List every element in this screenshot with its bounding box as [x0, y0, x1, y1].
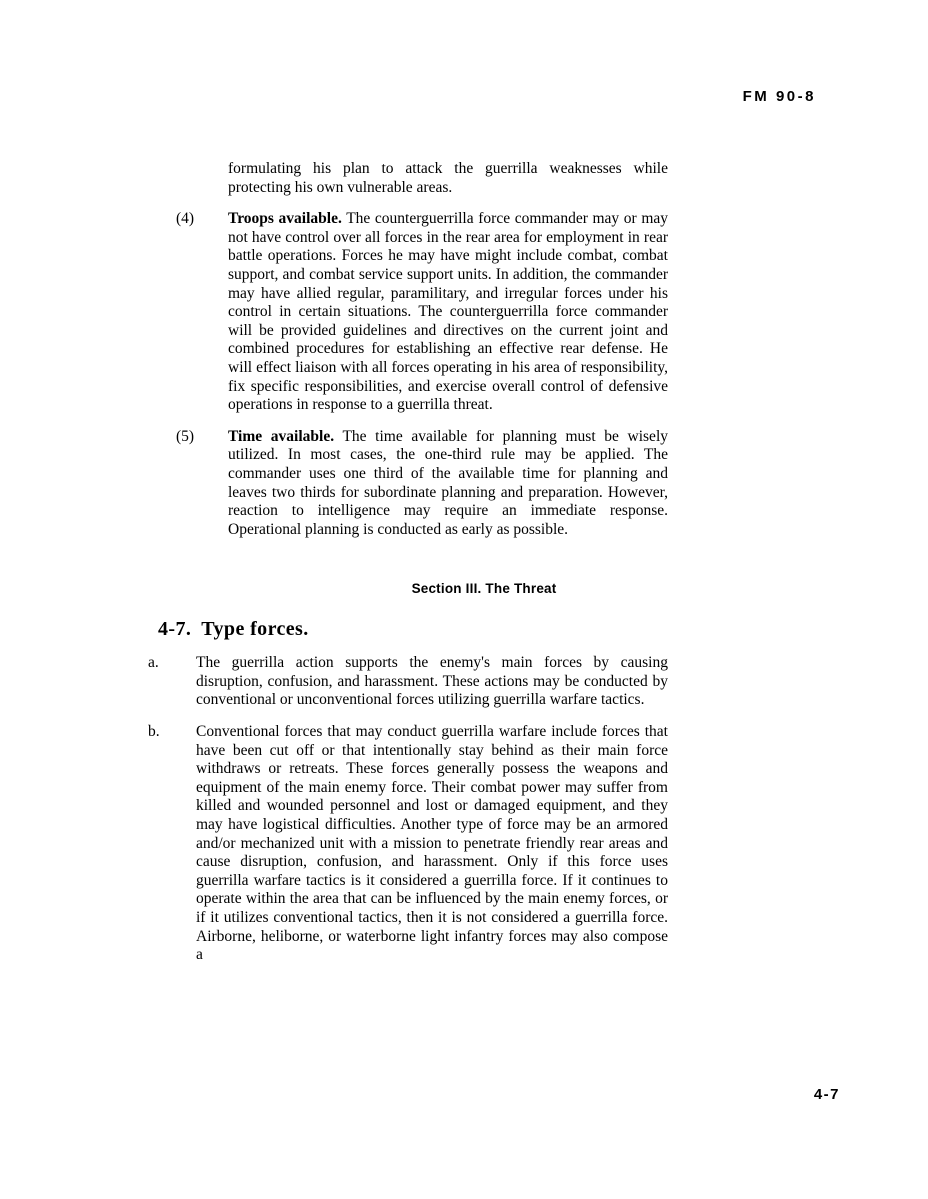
lettered-paragraph-a-label: a. — [148, 654, 159, 672]
article-heading — [158, 618, 820, 641]
numbered-paragraph-5-text: The time available for planning must be wisely utilized. In most cases, the one-third rule may be applied. The commander uses one third of the available time for planning and leaves two thirds for subordinate planning and preparation. However, reaction to intelligence may require an immediate response. Operational planning is conducted as early as possible. — [228, 427, 668, 538]
lettered-paragraph-b-label: b. — [148, 723, 160, 741]
article-title: Type forces. — [201, 618, 309, 641]
numbered-paragraph-5 — [176, 427, 668, 540]
page-body — [148, 160, 820, 965]
numbered-paragraph-4 — [176, 210, 669, 415]
numbered-paragraph-5-label: (5) — [176, 427, 195, 445]
lettered-paragraph-a — [148, 654, 668, 710]
numbered-paragraph-4-text: The counterguerrilla force commander may or may not have control over all forces in the rear area for employment in rear battle operations. Forces he may have might include combat, combat support, and combat service support units. In addition, the commander may have allied regular, paramilitary, and irregular forces under his control in certain situations. The counterguerrilla force commander will be provided guidelines and directives on the current joint and combined procedures for establishing an effective rear defense. He will effect liaison with all forces operating in his area of responsibility, fix specific responsibilities, and exercise overall control of defensive operations in response to a guerrilla threat. — [228, 210, 669, 414]
lettered-paragraph-b — [148, 723, 668, 965]
page-number-footer: 4-7 — [813, 1086, 840, 1103]
numbered-paragraph-4-label: (4) — [176, 210, 195, 228]
numbered-paragraph-4-runin: Troops available. — [228, 210, 342, 228]
manual-code-header: FM 90-8 — [742, 88, 816, 105]
continued-paragraph: formulating his plan to attack the guerrilla weaknesses while protecting his own vulnerable areas. — [228, 160, 668, 196]
lettered-paragraph-b-text: Conventional forces that may conduct guerrilla warfare include forces that have been cut off or that intentionally stay behind as their main force withdraws or retreats. These forces generally possess the weapons and equipment of the main enemy force. Their combat power may suffer from killed and wounded personnel and lost or damaged equipment, and they may have logistical difficulties. Another type of force may be an armored and/or mechanized unit with a mission to penetrate friendly rear areas and cause disruption, confusion, and harassment. Only if this force uses guerrilla warfare tactics is it considered a guerrilla force. If it continues to operate within the area that can be influenced by the main enemy forces, or if it utilizes conventional tactics, then it is not considered a guerrilla force. Airborne, heliborne, or waterborne light infantry forces may also compose a — [196, 723, 668, 964]
numbered-paragraph-5-runin: Time available. — [228, 427, 335, 445]
section-heading: Section III. The Threat — [411, 581, 557, 597]
lettered-paragraph-a-text: The guerrilla action supports the enemy's main forces by causing disruption, confusion, and harassment. These actions may be conducted by conventional or unconventional forces utilizing guerrilla warfare tactics. — [196, 654, 668, 709]
article-number: 4-7. — [158, 618, 192, 641]
